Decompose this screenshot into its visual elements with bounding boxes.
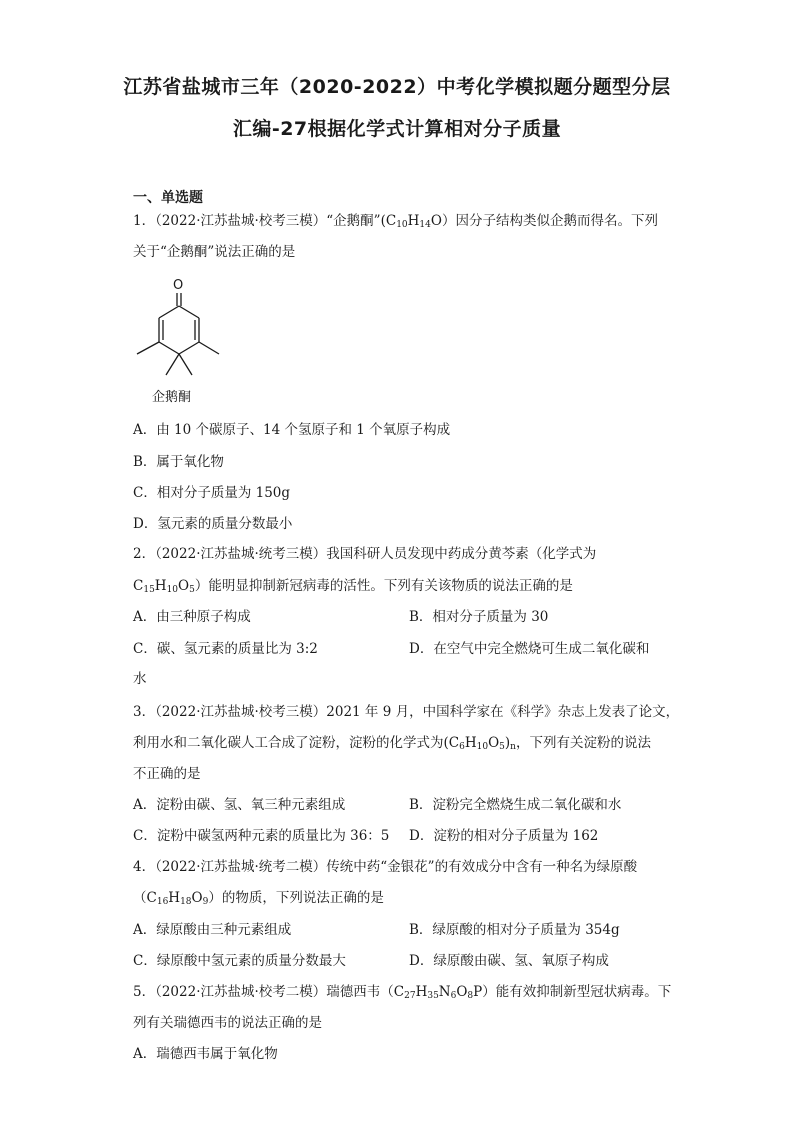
q5-option-a: A．瑞德西韦属于氧化物 [133, 1046, 278, 1062]
q5-stem-line-2: 列有关瑞德西韦的说法正确的是 [133, 1015, 322, 1031]
section-heading: 一、单选题 [133, 190, 203, 206]
document-title-line-2: 汇编-27根据化学式计算相对分子质量 [232, 118, 562, 140]
penguinone-structure-diagram [128, 272, 228, 382]
q3-stem-line-1: 3．（2022·江苏盐城·校考三模）2021 年 9 月，中国科学家在《科学》杂志上发表了论文， [133, 704, 680, 720]
q2-stem-line-2: $C_{15}H_{10}O_5$）能明显抑制新冠病毒的活性。下列有关该物质的说法正确的是 [133, 578, 573, 595]
oxygen-atom-label: O [173, 278, 184, 293]
q2-option-b: B．相对分子质量为 30 [409, 609, 549, 625]
q1-option-a: A．由 10 个碳原子、14 个氢原子和 1 个氧原子构成 [133, 422, 451, 438]
q4-option-b: B．绿原酸的相对分子质量为 354g [409, 922, 620, 938]
q3-option-c: C．淀粉中碳氢两种元素的质量比为 36：5 [133, 828, 390, 844]
q1-option-b: B．属于氧化物 [133, 454, 224, 470]
q5-stem-line-1: 5．（2022·江苏盐城·校考二模）瑞德西韦$(C_{27}H_{35}N_6O_8P)$能有效抑制新型冠状病毒。下 [133, 984, 672, 1001]
q4-option-d: D．绿原酸由碳、氢、氧原子构成 [409, 953, 609, 969]
q3-stem-line-3: 不正确的是 [133, 766, 201, 782]
q1-stem-line-2: 关于“企鹅酮”说法正确的是 [133, 244, 296, 260]
q3-stem-line-2: 利用水和二氧化碳人工合成了淀粉，淀粉的化学式为$(C_6H_{10}O_5)_n$，下列有关淀粉的说法 [133, 735, 651, 752]
q4-stem-line-2: $(C_{16}H_{18}O_9)$的物质，下列说法正确的是 [133, 890, 384, 907]
q3-option-b: B．淀粉完全燃烧生成二氧化碳和水 [409, 797, 622, 813]
q2-option-a: A．由三种原子构成 [133, 609, 251, 625]
q1-option-d: D．氢元素的质量分数最小 [133, 516, 293, 532]
q4-stem-line-1: 4．（2022·江苏盐城·统考二模）传统中药“金银花”的有效成分中含有一种名为绿原酸 [133, 859, 638, 875]
q4-option-c: C．绿原酸中氢元素的质量分数最大 [133, 953, 346, 969]
q4-option-a: A．绿原酸由三种元素组成 [133, 922, 292, 938]
figure-caption: 企鹅酮 [152, 390, 192, 405]
q1-stem-line-1: 1．（2022·江苏盐城·校考三模）“企鹅酮$”(C_{10}H_{14}O)$因分子结构类似企鹅而得名。下列 [133, 213, 658, 230]
q2-option-c: C．碳、氢元素的质量比为 3:2 [133, 641, 318, 657]
q2-option-d-continuation: 水 [133, 671, 147, 687]
q1-option-c: C．相对分子质量为 150g [133, 485, 291, 501]
q2-stem-line-1: 2．（2022·江苏盐城·统考三模）我国科研人员发现中药成分黄芩素（化学式为 [133, 546, 597, 562]
q3-option-d: D．淀粉的相对分子质量为 162 [409, 828, 599, 844]
q3-option-a: A．淀粉由碳、氢、氧三种元素组成 [133, 797, 346, 813]
q2-option-d: D．在空气中完全燃烧可生成二氧化碳和 [409, 641, 650, 657]
document-title-line-1: 江苏省盐城市三年（2020-2022）中考化学模拟题分题型分层 [123, 76, 671, 98]
